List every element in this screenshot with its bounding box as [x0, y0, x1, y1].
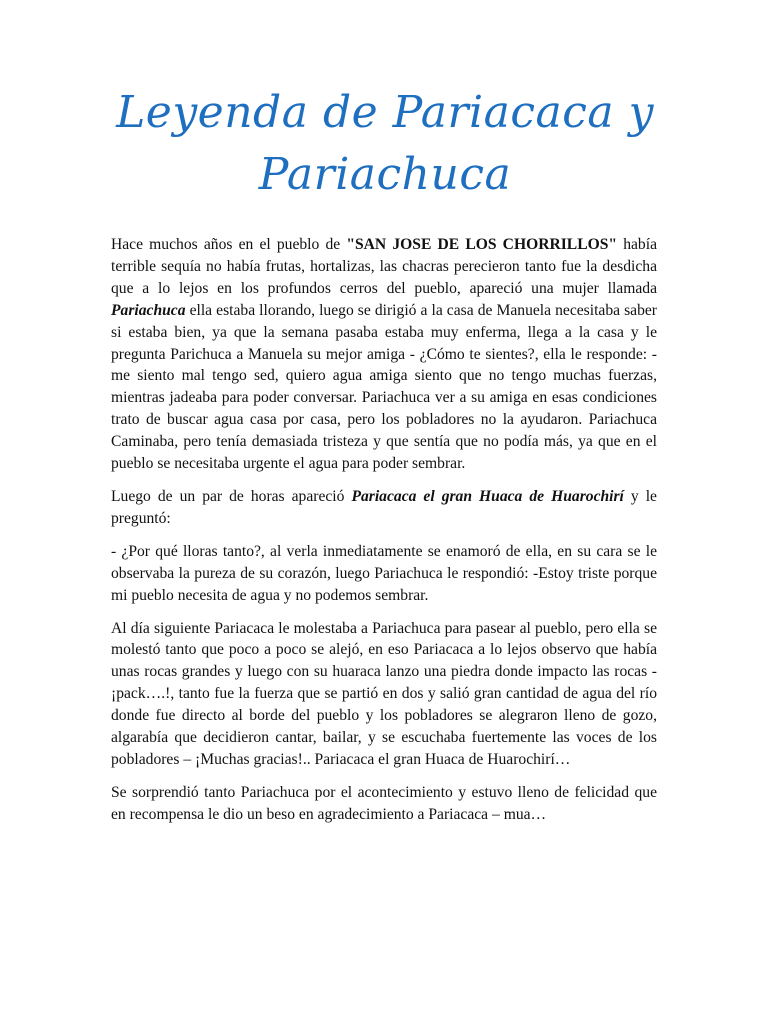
paragraph-1-text-a: Hace muchos años en el pueblo de — [111, 236, 347, 253]
paragraph-2-text-a: Luego de un par de horas apareció — [111, 487, 352, 505]
character-name-pariachuca: Pariachuca — [111, 301, 186, 319]
paragraph-2 — [111, 486, 657, 530]
title-line-2: Pariachuca — [258, 149, 512, 200]
paragraph-1-text-c: ella estaba llorando, luego se dirigió a la casa de Manuela necesitaba saber si estaba bien, ya que la semana pasaba estaba muy enferma, llega a la casa y le pregunta Parichuca a Manuela su mejor amiga - ¿Cómo te sientes?, ella le responde: - me siento mal tengo sed, quiero agua amiga siento que no tengo muchas fuerzas, mientras jadeaba para poder conversar. Pariachuca ver a su amiga en esas condiciones trato de buscar agua casa por casa, pero los pobladores no la ayudaron. Pariachuca Caminaba, pero tenía demasiada tristeza y que sentía que no podía más, ya que en el pueblo se necesitaba urgente el agua para poder sembrar. — [111, 301, 657, 473]
paragraph-2-text-b: y le preguntó: — [111, 487, 657, 527]
paragraph-1-text-b: había terrible sequía no había frutas, hortalizas, las chacras perecieron tanto fue la desdicha que a lo lejos en los profundos cerros del pueblo, apareció una mujer llamada — [111, 236, 657, 297]
title-line-1: Leyenda de Pariacaca y — [116, 87, 654, 138]
paragraph-5-text: Se sorprendió tanto Pariachuca por el acontecimiento y estuvo lleno de felicidad que en recompensa le dio un beso en agradecimiento a Pariacaca – mua… — [111, 783, 657, 823]
paragraph-3-text: - ¿Por qué lloras tanto?, al verla inmediatamente se enamoró de ella, en su cara se le observaba la pureza de su corazón, luego Pariachuca le respondió: -Estoy triste porque mi pueblo necesita de agua y no podemos sembrar. — [111, 542, 657, 604]
character-name-pariacaca: Pariacaca el gran Huaca de Huarochirí — [351, 487, 624, 505]
paragraph-4 — [111, 618, 657, 771]
document-body — [111, 234, 657, 837]
paragraph-4-text: Al día siguiente Pariacaca le molestaba a Pariachuca para pasear al pueblo, pero ella se molestó tanto que poco a poco se alejó, en eso Pariacaca a lo lejos observo que había unas rocas grandes y luego con su huaraca lanzo una piedra donde impacto las rocas - ¡pack….!, tanto fue la fuerza que se partió en dos y salió gran cantidad de agua del río donde fue directo al borde del pueblo y los pobladores se alegraron lleno de gozo, algarabía que decidieron cantar, bailar, y se escuchaba fuertemente las voces de los pobladores – ¡Muchas gracias!.. Pariacaca el gran Huaca de Huarochirí… — [111, 619, 657, 768]
paragraph-5 — [111, 782, 657, 826]
document-title — [90, 82, 680, 206]
town-name: "SAN JOSE DE LOS CHORRILLOS" — [346, 236, 618, 253]
paragraph-1 — [111, 234, 657, 475]
paragraph-3 — [111, 541, 657, 607]
